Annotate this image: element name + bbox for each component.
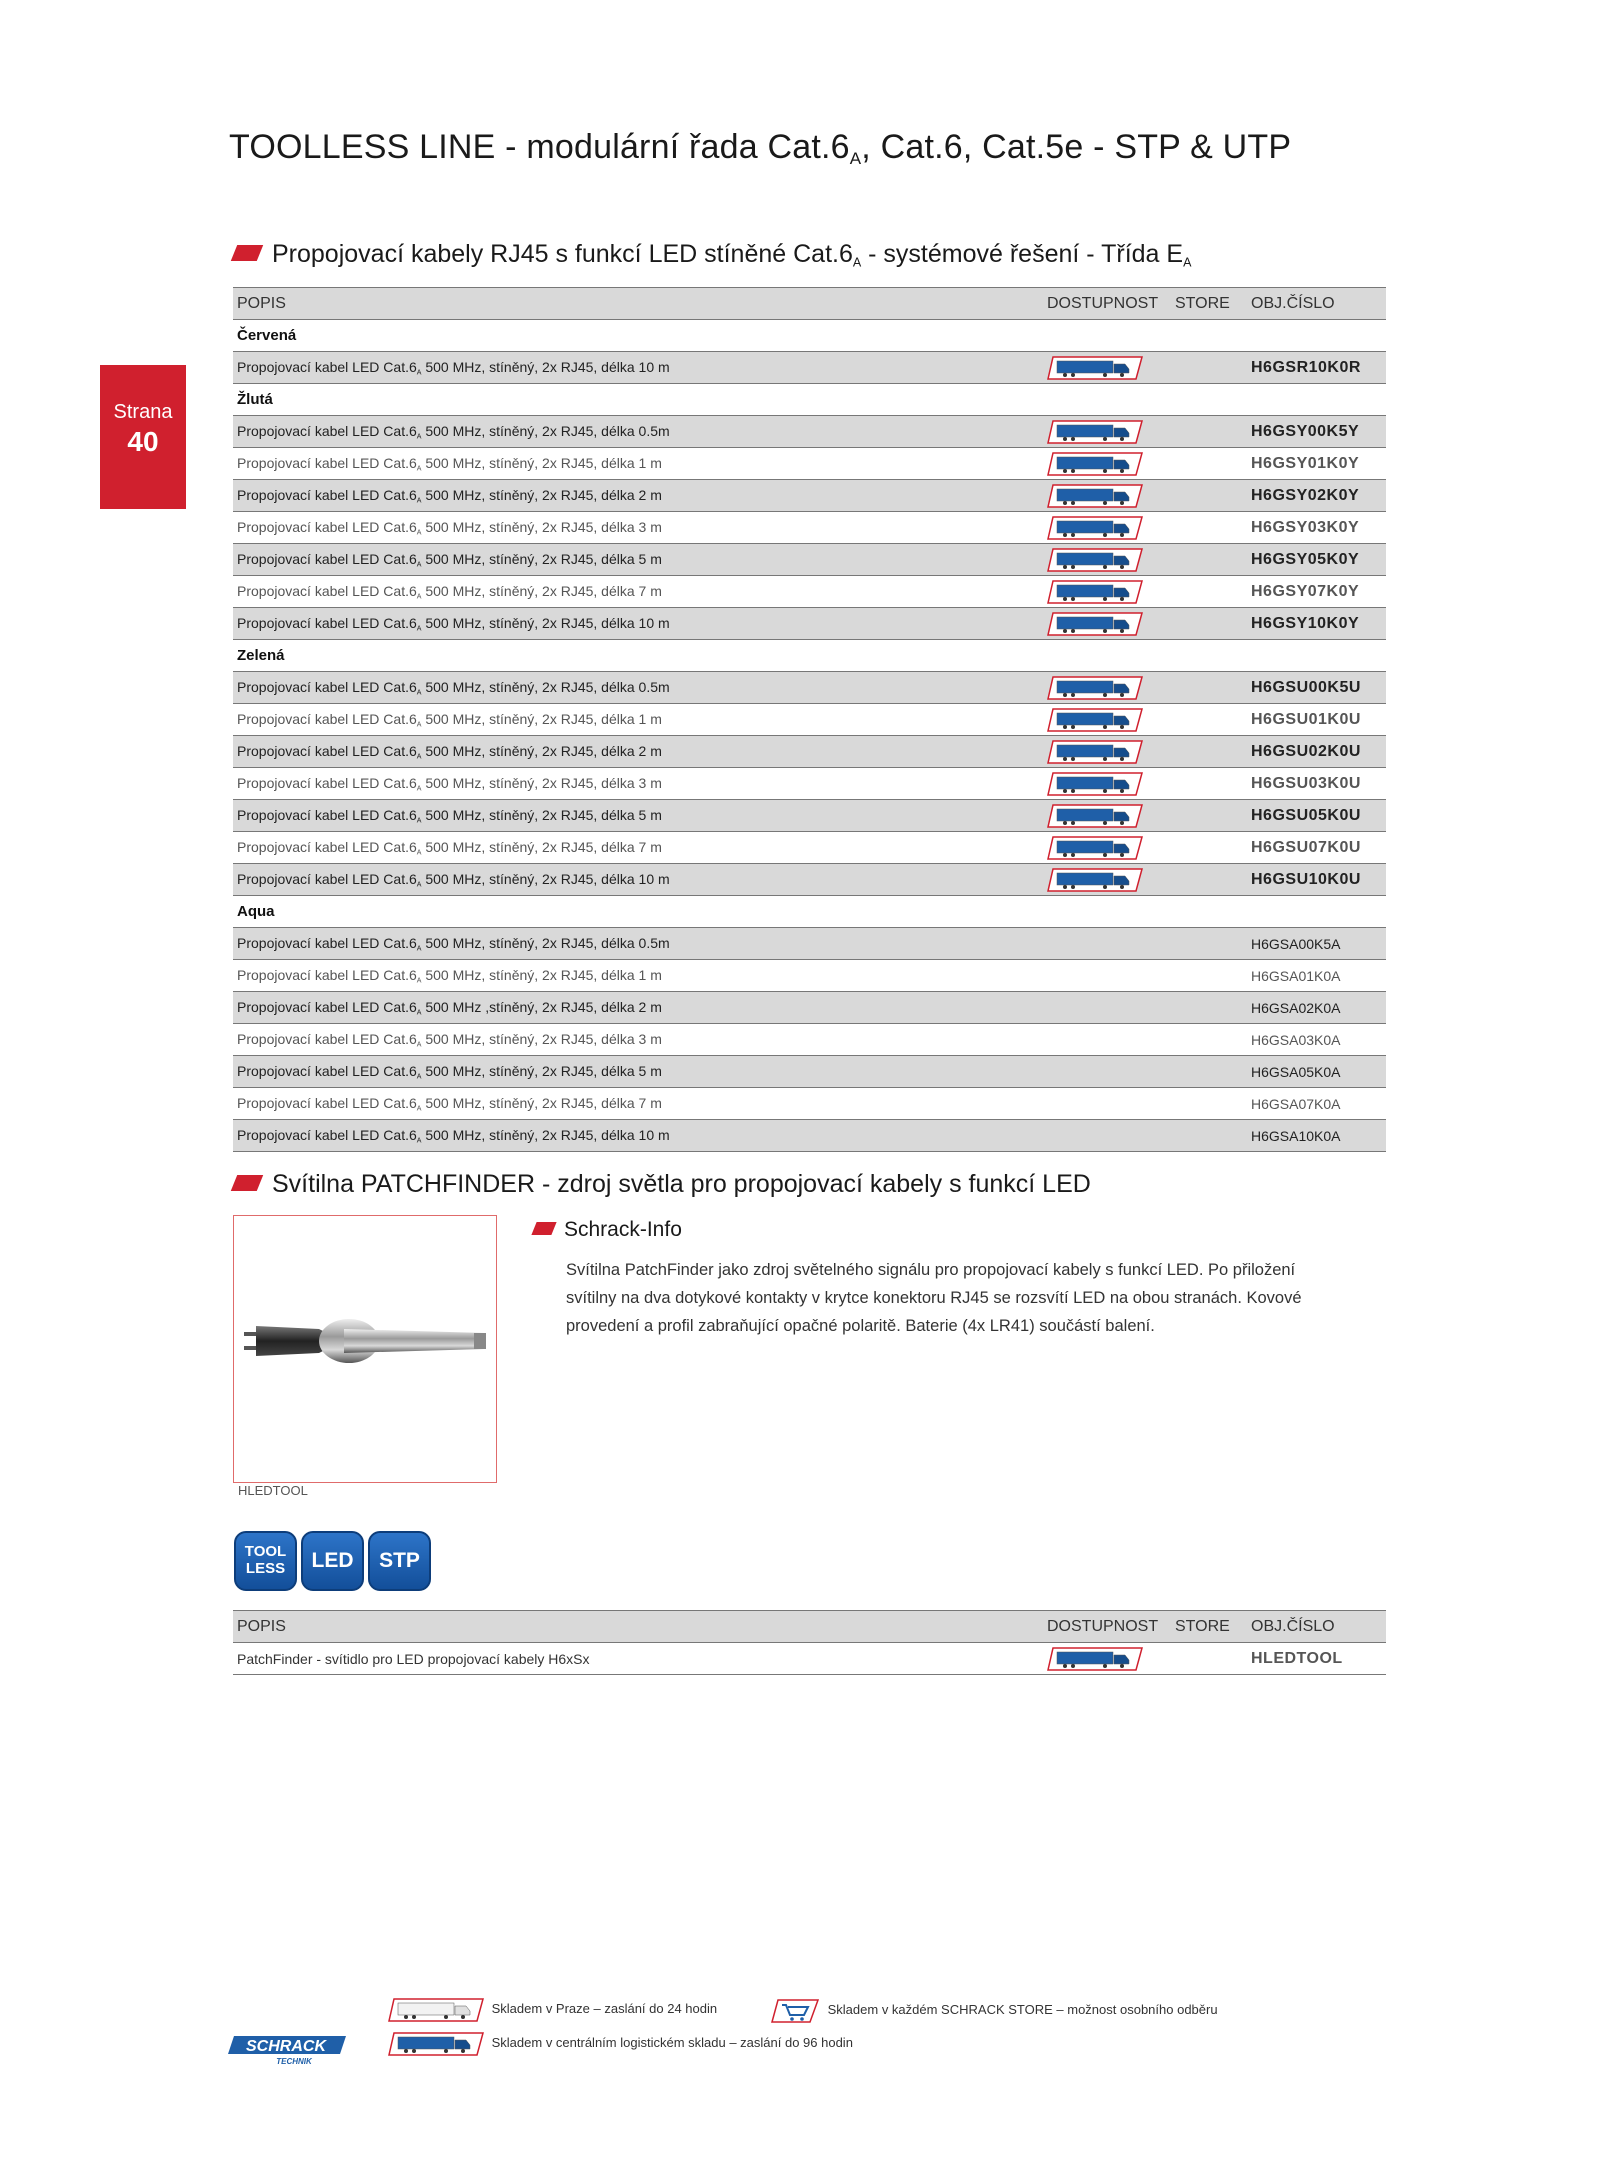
group-row xyxy=(233,896,1386,928)
group-label: Aqua xyxy=(233,896,1386,928)
feature-badges xyxy=(234,1531,435,1591)
header-dostupnost: DOSTUPNOST xyxy=(1043,288,1171,320)
central-warehouse-truck-icon xyxy=(1047,708,1143,732)
order-number: H6GSA05K0A xyxy=(1247,1056,1386,1088)
table-row xyxy=(233,448,1386,480)
order-number: H6GSA10K0A xyxy=(1247,1120,1386,1152)
store-cell xyxy=(1171,672,1247,704)
store-cell xyxy=(1171,448,1247,480)
store-cell xyxy=(1171,416,1247,448)
row-description: Propojovací kabel LED $Cat.6_A$ 500 MHz, stíněný, 2x RJ45, délka 3 m xyxy=(233,512,1043,544)
store-cell xyxy=(1171,928,1247,960)
schrack-info-title: Schrack-Info xyxy=(534,1218,682,1242)
praha-truck-icon xyxy=(388,1998,484,2022)
group-label: Červená xyxy=(233,320,1386,352)
central-warehouse-truck-icon xyxy=(1047,452,1143,476)
store-cell xyxy=(1171,512,1247,544)
availability-cell xyxy=(1043,768,1171,800)
row-description: Propojovací kabel LED $Cat.6_A$ 500 MHz, stíněný, 2x RJ45, délka 5 m xyxy=(233,1056,1043,1088)
availability-cell xyxy=(1043,704,1171,736)
availability-cell xyxy=(1043,1120,1171,1152)
group-row xyxy=(233,640,1386,672)
availability-cell xyxy=(1043,992,1171,1024)
order-number-link[interactable]: H6GSR10K0R xyxy=(1247,352,1386,384)
store-cell xyxy=(1171,352,1247,384)
row-description: Propojovací kabel LED $Cat.6_A$ 500 MHz, stíněný, 2x RJ45, délka 10 m xyxy=(233,864,1043,896)
row-description: Propojovací kabel LED $Cat.6_A$ 500 MHz, stíněný, 2x RJ45, délka 1 m xyxy=(233,448,1043,480)
schrack-info-text: Svítilna PatchFinder jako zdroj světelného signálu pro propojovací kabely s funkcí LED. Po přiložení svítilny na dva dotykové kontakty v krytce konektoru RJ45 se rozsvítí LED na obou stranách. Kovové provedení a profil zabraňující opačné polaritě. Baterie (4x LR41) součástí balení. xyxy=(566,1261,1302,1335)
section-title-patchfinder: Svítilna PATCHFINDER - zdroj světla pro propojovací kabely s funkcí LED xyxy=(234,1170,1091,1199)
central-warehouse-truck-icon xyxy=(1047,516,1143,540)
order-number: H6GSA01K0A xyxy=(1247,960,1386,992)
order-number: H6GSA02K0A xyxy=(1247,992,1386,1024)
table-row xyxy=(233,672,1386,704)
order-number: H6GSA07K0A xyxy=(1247,1088,1386,1120)
row-description: Propojovací kabel LED $Cat.6_A$ 500 MHz, stíněný, 2x RJ45, délka 1 m xyxy=(233,704,1043,736)
section-title-cables: Propojovací kabely RJ45 s funkcí LED stíněné $Cat.6_A$ - systémové řešení - Třída $E_A$ xyxy=(234,240,1191,269)
toolless-badge: TOOL LESS xyxy=(234,1531,297,1591)
row-description: Propojovací kabel LED $Cat.6_A$ 500 MHz, stíněný, 2x RJ45, délka 10 m xyxy=(233,608,1043,640)
table-row xyxy=(233,512,1386,544)
store-cell xyxy=(1171,1120,1247,1152)
table-header-row xyxy=(233,288,1386,320)
availability-cell xyxy=(1043,1088,1171,1120)
order-number-link[interactable]: H6GSY02K0Y xyxy=(1247,480,1386,512)
page-number-tab xyxy=(100,365,186,509)
product-photo-hledtool xyxy=(233,1215,497,1483)
store-cell xyxy=(1171,768,1247,800)
store-cell xyxy=(1171,544,1247,576)
order-number-link[interactable]: H6GSU07K0U xyxy=(1247,832,1386,864)
group-label: Žlutá xyxy=(233,384,1386,416)
availability-cell xyxy=(1043,448,1171,480)
table-row xyxy=(233,352,1386,384)
central-warehouse-truck-icon xyxy=(1047,580,1143,604)
store-cell xyxy=(1171,576,1247,608)
group-row xyxy=(233,320,1386,352)
store-cell xyxy=(1171,960,1247,992)
info-flag-icon xyxy=(531,1222,556,1235)
order-number-link[interactable]: H6GSY01K0Y xyxy=(1247,448,1386,480)
central-warehouse-truck-icon xyxy=(1047,484,1143,508)
store-cell xyxy=(1171,864,1247,896)
row-description: Propojovací kabel LED $Cat.6_A$ 500 MHz, stíněný, 2x RJ45, délka 2 m xyxy=(233,736,1043,768)
table-row xyxy=(233,416,1386,448)
table-row xyxy=(233,832,1386,864)
row-description: Propojovací kabel LED $Cat.6_A$ 500 MHz, stíněný, 2x RJ45, délka 7 m xyxy=(233,832,1043,864)
availability-cell xyxy=(1043,416,1171,448)
table-row xyxy=(233,992,1386,1024)
central-warehouse-truck-icon xyxy=(1047,836,1143,860)
central-warehouse-truck-icon xyxy=(1047,676,1143,700)
store-cell xyxy=(1171,1024,1247,1056)
page-number: 40 xyxy=(127,426,159,457)
order-number-link[interactable]: H6GSY03K0Y xyxy=(1247,512,1386,544)
row-description: Propojovací kabel LED $Cat.6_A$ 500 MHz, stíněný, 2x RJ45, délka 0.5m xyxy=(233,672,1043,704)
central-warehouse-truck-icon xyxy=(1047,772,1143,796)
header-popis: POPIS xyxy=(233,1611,1043,1643)
schrack-logo xyxy=(228,2034,348,2066)
table-row xyxy=(233,736,1386,768)
table-row xyxy=(233,928,1386,960)
section-flag-icon xyxy=(231,245,263,261)
availability-cell xyxy=(1043,544,1171,576)
table-row xyxy=(233,576,1386,608)
row-description: Propojovací kabel LED $Cat.6_A$ 500 MHz, stíněný, 2x RJ45, délka 7 m xyxy=(233,576,1043,608)
row-description: Propojovací kabel LED $Cat.6_A$ 500 MHz, stíněný, 2x RJ45, délka 3 m xyxy=(233,768,1043,800)
availability-cell xyxy=(1043,1643,1171,1675)
store-cell xyxy=(1171,480,1247,512)
order-number: H6GSA00K5A xyxy=(1247,928,1386,960)
header-obj-cislo: OBJ.ČÍSLO xyxy=(1247,1611,1386,1643)
shopping-cart-icon xyxy=(770,1998,820,2024)
row-description: Propojovací kabel LED $Cat.6_A$ 500 MHz, stíněný, 2x RJ45, délka 5 m xyxy=(233,544,1043,576)
group-row xyxy=(233,384,1386,416)
table-row xyxy=(233,960,1386,992)
svg-text:SCHRACK: SCHRACK xyxy=(246,2038,326,2055)
table-row xyxy=(233,544,1386,576)
store-cell xyxy=(1171,736,1247,768)
order-number-link[interactable]: H6GSU01K0U xyxy=(1247,704,1386,736)
order-number-link[interactable]: H6GSU10K0U xyxy=(1247,864,1386,896)
availability-cell xyxy=(1043,1056,1171,1088)
stp-badge: STP xyxy=(368,1531,431,1591)
order-number-link[interactable]: H6GSU02K0U xyxy=(1247,736,1386,768)
central-warehouse-truck-icon xyxy=(388,2032,484,2056)
central-warehouse-truck-icon xyxy=(1047,740,1143,764)
table-row xyxy=(233,768,1386,800)
header-store: STORE xyxy=(1171,1611,1247,1643)
table-row xyxy=(233,1120,1386,1152)
legend-item-store: Skladem v každém SCHRACK STORE – možnost osobního odběru xyxy=(770,1998,1218,2024)
table-row xyxy=(233,1088,1386,1120)
legend-item-central: Skladem v centrálním logistickém skladu – zaslání do 96 hodin xyxy=(388,2032,853,2056)
central-warehouse-truck-icon xyxy=(1047,868,1143,892)
table-row xyxy=(233,864,1386,896)
table-row xyxy=(233,800,1386,832)
store-cell xyxy=(1171,1643,1247,1675)
row-description: Propojovací kabel LED $Cat.6_A$ 500 MHz, stíněný, 2x RJ45, délka 0.5m xyxy=(233,416,1043,448)
availability-cell xyxy=(1043,928,1171,960)
store-cell xyxy=(1171,1088,1247,1120)
row-description: Propojovací kabel LED $Cat.6_A$ 500 MHz ,stíněný, 2x RJ45, délka 2 m xyxy=(233,992,1043,1024)
row-description: Propojovací kabel LED $Cat.6_A$ 500 MHz, stíněný, 2x RJ45, délka 5 m xyxy=(233,800,1043,832)
availability-cell xyxy=(1043,800,1171,832)
store-cell xyxy=(1171,608,1247,640)
page-title: TOOLLESS LINE - modulární řada $Cat.6_A$, Cat.6, Cat.5e - STP & UTP xyxy=(229,128,1292,168)
header-popis: POPIS xyxy=(233,288,1043,320)
legend-item-praha: Skladem v Praze – zaslání do 24 hodin xyxy=(388,1998,717,2022)
order-number-link[interactable]: H6GSY05K0Y xyxy=(1247,544,1386,576)
availability-cell xyxy=(1043,576,1171,608)
table-row xyxy=(233,608,1386,640)
header-dostupnost: DOSTUPNOST xyxy=(1043,1611,1171,1643)
row-description: Propojovací kabel LED $Cat.6_A$ 500 MHz, stíněný, 2x RJ45, délka 0.5m xyxy=(233,928,1043,960)
store-cell xyxy=(1171,800,1247,832)
header-store: STORE xyxy=(1171,288,1247,320)
availability-cell xyxy=(1043,832,1171,864)
group-label: Zelená xyxy=(233,640,1386,672)
table-header-row xyxy=(233,1611,1386,1643)
order-number-link[interactable]: H6GSU00K5U xyxy=(1247,672,1386,704)
availability-cell xyxy=(1043,736,1171,768)
section-flag-icon xyxy=(231,1175,263,1191)
row-description: Propojovací kabel LED $Cat.6_A$ 500 MHz, stíněný, 2x RJ45, délka 3 m xyxy=(233,1024,1043,1056)
cables-table xyxy=(233,287,1386,1152)
page-number-label: Strana xyxy=(113,401,173,423)
order-number: H6GSA03K0A xyxy=(1247,1024,1386,1056)
order-number-link[interactable]: H6GSY07K0Y xyxy=(1247,576,1386,608)
central-warehouse-truck-icon xyxy=(1047,1647,1143,1671)
table-row xyxy=(233,1056,1386,1088)
availability-cell xyxy=(1043,352,1171,384)
central-warehouse-truck-icon xyxy=(1047,420,1143,444)
order-number-link[interactable]: H6GSY00K5Y xyxy=(1247,416,1386,448)
led-badge: LED xyxy=(301,1531,364,1591)
availability-cell xyxy=(1043,480,1171,512)
order-number-link[interactable]: HLEDTOOL xyxy=(1247,1643,1386,1675)
patchfinder-image xyxy=(234,1216,498,1484)
schrack-logo-image xyxy=(228,2034,348,2066)
table-row xyxy=(233,704,1386,736)
availability-cell xyxy=(1043,960,1171,992)
table-row xyxy=(233,1024,1386,1056)
central-warehouse-truck-icon xyxy=(1047,356,1143,380)
row-description: Propojovací kabel LED $Cat.6_A$ 500 MHz, stíněný, 2x RJ45, délka 7 m xyxy=(233,1088,1043,1120)
row-description: Propojovací kabel LED $Cat.6_A$ 500 MHz, stíněný, 2x RJ45, délka 1 m xyxy=(233,960,1043,992)
central-warehouse-truck-icon xyxy=(1047,548,1143,572)
central-warehouse-truck-icon xyxy=(1047,612,1143,636)
availability-cell xyxy=(1043,512,1171,544)
store-cell xyxy=(1171,704,1247,736)
table-row xyxy=(233,480,1386,512)
availability-cell xyxy=(1043,608,1171,640)
patchfinder-table xyxy=(233,1610,1386,1675)
header-obj-cislo: OBJ.ČÍSLO xyxy=(1247,288,1386,320)
order-number-link[interactable]: H6GSU05K0U xyxy=(1247,800,1386,832)
row-description: PatchFinder - svítidlo pro LED propojovací kabely H6xSx xyxy=(233,1643,1043,1675)
order-number-link[interactable]: H6GSY10K0Y xyxy=(1247,608,1386,640)
row-description: Propojovací kabel LED $Cat.6_A$ 500 MHz, stíněný, 2x RJ45, délka 10 m xyxy=(233,352,1043,384)
store-cell xyxy=(1171,992,1247,1024)
row-description: Propojovací kabel LED $Cat.6_A$ 500 MHz, stíněný, 2x RJ45, délka 2 m xyxy=(233,480,1043,512)
central-warehouse-truck-icon xyxy=(1047,804,1143,828)
svg-text:TECHNIK: TECHNIK xyxy=(276,2057,312,2066)
store-cell xyxy=(1171,832,1247,864)
availability-cell xyxy=(1043,672,1171,704)
order-number-link[interactable]: H6GSU03K0U xyxy=(1247,768,1386,800)
table-row xyxy=(233,1643,1386,1675)
availability-cell xyxy=(1043,864,1171,896)
row-description: Propojovací kabel LED $Cat.6_A$ 500 MHz, stíněný, 2x RJ45, délka 10 m xyxy=(233,1120,1043,1152)
availability-cell xyxy=(1043,1024,1171,1056)
photo-caption: HLEDTOOL xyxy=(238,1483,308,1498)
store-cell xyxy=(1171,1056,1247,1088)
